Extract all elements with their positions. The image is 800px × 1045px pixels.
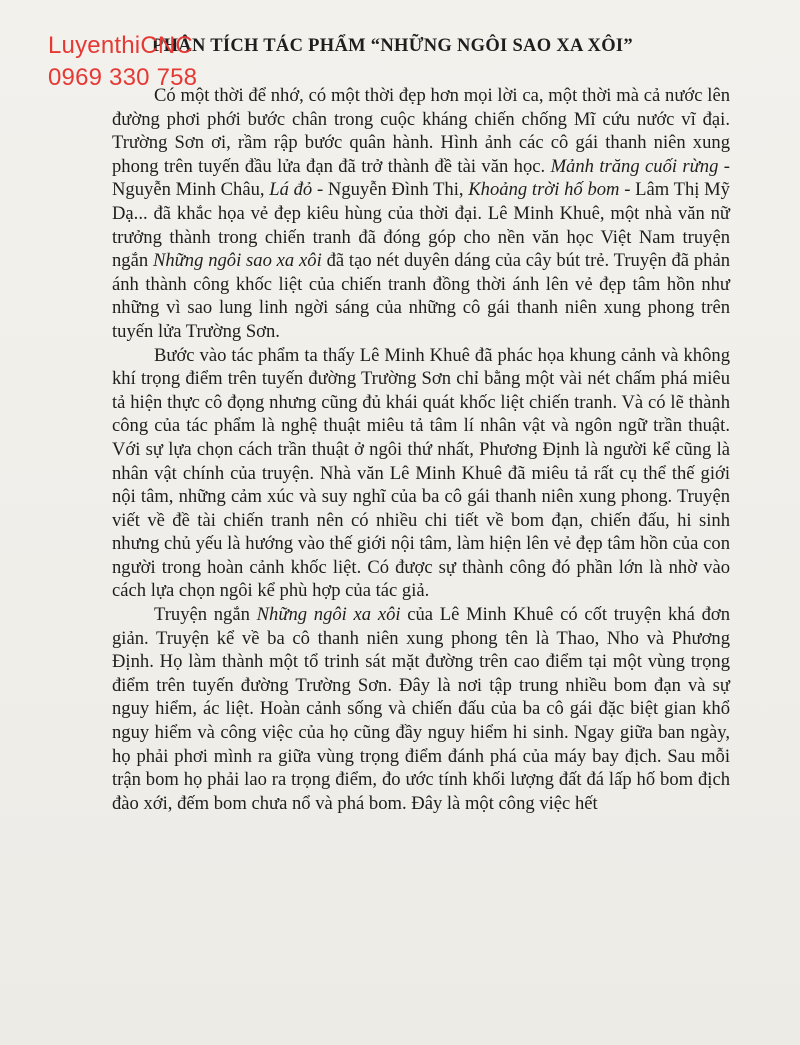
work-title-story: Những ngôi xa xôi (256, 604, 401, 626)
paragraph-1-text-d: - Lâm Thị Mỹ Dạ... đã khắc họa vẻ đẹp kiêu hùng của thời đại. Lê Minh Khuê, một nhà văn nữ trưởng thành trong chiến tranh đã đóng góp cho nền văn học Việt Nam truyện ngắn (112, 179, 730, 272)
paragraph-1-text-e: đã tạo nét duyên dáng của cây bút trẻ. Truyện đã phản ánh thành công khốc liệt của chiến tranh đồng thời ánh lên vẻ đẹp tâm hồn như những vì sao lung linh ngời sáng của những cô gái thanh niên xung phong trên tuyến lửa Trường Sơn. (112, 250, 730, 342)
work-title-la-do: Lá đỏ (269, 179, 313, 201)
paragraph-2: Bước vào tác phẩm ta thấy Lê Minh Khuê đã phác họa khung cảnh và không khí trọng điểm trên tuyến đường Trường Sơn chỉ bằng một vài nét chấm phá miêu tả hiện thực cô đọng nhưng cũng đủ khái quát khốc liệt chiến tranh. Và có lẽ thành công của tác phẩm là nghệ thuật miêu tả tâm lí nhân vật và ngôn ngữ trần thuật. Với sự lựa chọn cách trần thuật ở ngôi thứ nhất, Phương Định là người kể cũng là nhân vật chính của truyện. Nhà văn Lê Minh Khuê đã miêu tả rất cụ thể thế giới nội tâm, những cảm xúc và suy nghĩ của ba cô gái thanh niên xung phong. Truyện viết về đề tài chiến tranh nên có nhiều chi tiết về bom đạn, chiến đấu, hi sinh nhưng chủ yếu là hướng vào thế giới nội tâm, làm hiện lên vẻ đẹp tâm hồn của con người trong hoàn cảnh khốc liệt. Có được sự thành công đó phần lớn là nhờ vào cách lựa chọn ngôi kể phù hợp của tác giả. (112, 344, 730, 602)
document-body (112, 84, 730, 815)
paragraph-3-text-b: của Lê Minh Khuê có cốt truyện khá đơn giản. Truyện kể về ba cô thanh niên xung phong tên là Thao, Nho và Phương Định. Họ làm thành một tổ trinh sát mặt đường trên cao điểm tại một vùng trọng điểm trên tuyến đường Trường Sơn. Đây là nơi tập trung nhiều bom đạn và sự nguy hiểm, ác liệt. Hoàn cảnh sống và chiến đấu của ba cô gái đặc biệt gian khổ nguy hiểm và công việc của họ cũng đầy nguy hiểm hi sinh. Ngay giữa ban ngày, họ phải phơi mình ra giữa vùng trọng điểm đánh phá của máy bay địch. Sau mỗi trận bom họ phải lao ra trọng điểm, đo ước tính khối lượng đất đá lấp hố bom địch đào xới, đếm bom chưa nổ và phá bom. Đây là một công việc hết (112, 604, 730, 814)
work-title-manh-trang: Mảnh trăng cuối rừng (550, 155, 719, 177)
paragraph-1-text-b: - Nguyễn Minh Châu, (112, 155, 730, 201)
watermark-phone: 0969 330 758 (48, 64, 198, 91)
paragraph-1-text-c: - Nguyễn Đình Thi, (312, 179, 469, 201)
paragraph-3 (112, 603, 730, 815)
work-title-khoang-troi: Khoảng trời hố bom (468, 179, 620, 201)
document-title: PHÂN TÍCH TÁC PHẨM “NHỮNG NGÔI SAO XA XÔI” (152, 36, 633, 56)
paragraph-1 (112, 84, 730, 344)
watermark-brand: LuyenthiCNC (48, 32, 193, 59)
paragraph-1-text-a: Có một thời để nhớ, có một thời đẹp hơn mọi lời ca, một thời mà cả nước lên đường phơi phới bước chân trong cuộc kháng chiến chống Mĩ cứu nước vĩ đại. Trường Sơn ơi, rầm rập bước quân hành. Hình ảnh các cô gái thanh niên xung phong trên tuyến đầu lửa đạn đã trở thành đề tài văn học. (112, 85, 730, 177)
work-title-nhung-ngoi-sao: Những ngôi sao xa xôi (152, 250, 322, 272)
watermark (48, 30, 197, 94)
paragraph-3-text-a: Truyện ngắn (154, 604, 257, 626)
